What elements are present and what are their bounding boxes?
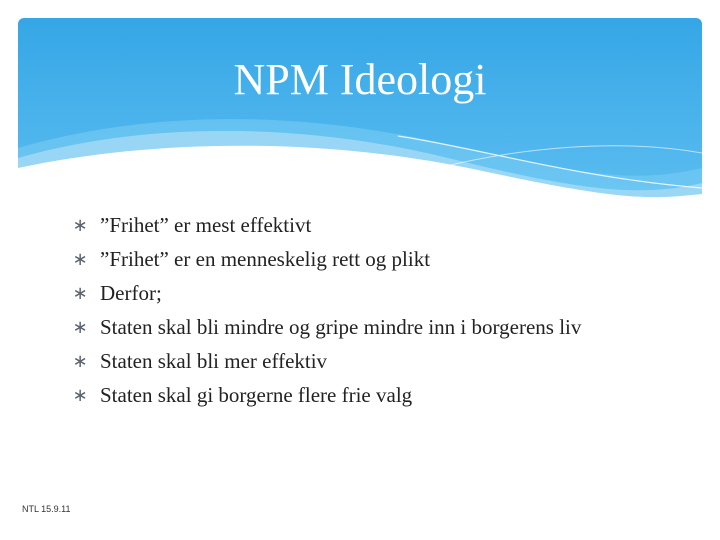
bullet-text: ”Frihet” er mest effektivt (100, 213, 312, 237)
bullet-text: Staten skal gi borgerne flere frie valg (100, 383, 413, 407)
slide-footer: NTL 15.9.11 (22, 504, 71, 514)
bullet-text: Derfor; (100, 281, 162, 305)
bullet-item (70, 248, 630, 271)
bullet-item (70, 384, 630, 407)
bullet-item (70, 282, 630, 305)
wave-banner-graphic (18, 18, 702, 198)
bullet-list (70, 214, 630, 418)
bullet-item (70, 316, 630, 339)
bullet-text: Staten skal bli mindre og gripe mindre inn i borgerens liv (100, 315, 582, 339)
bullet-text: Staten skal bli mer effektiv (100, 349, 328, 373)
asterisk-bullet-icon: ∗ (72, 283, 88, 304)
bullet-item (70, 214, 630, 237)
asterisk-bullet-icon: ∗ (72, 385, 88, 406)
title-banner (18, 18, 702, 198)
bullet-text: ”Frihet” er en menneskelig rett og plikt (100, 247, 431, 271)
asterisk-bullet-icon: ∗ (72, 249, 88, 270)
bullet-item (70, 350, 630, 373)
asterisk-bullet-icon: ∗ (72, 215, 88, 236)
asterisk-bullet-icon: ∗ (72, 317, 88, 338)
slide-title: NPM Ideologi (233, 55, 487, 104)
asterisk-bullet-icon: ∗ (72, 351, 88, 372)
